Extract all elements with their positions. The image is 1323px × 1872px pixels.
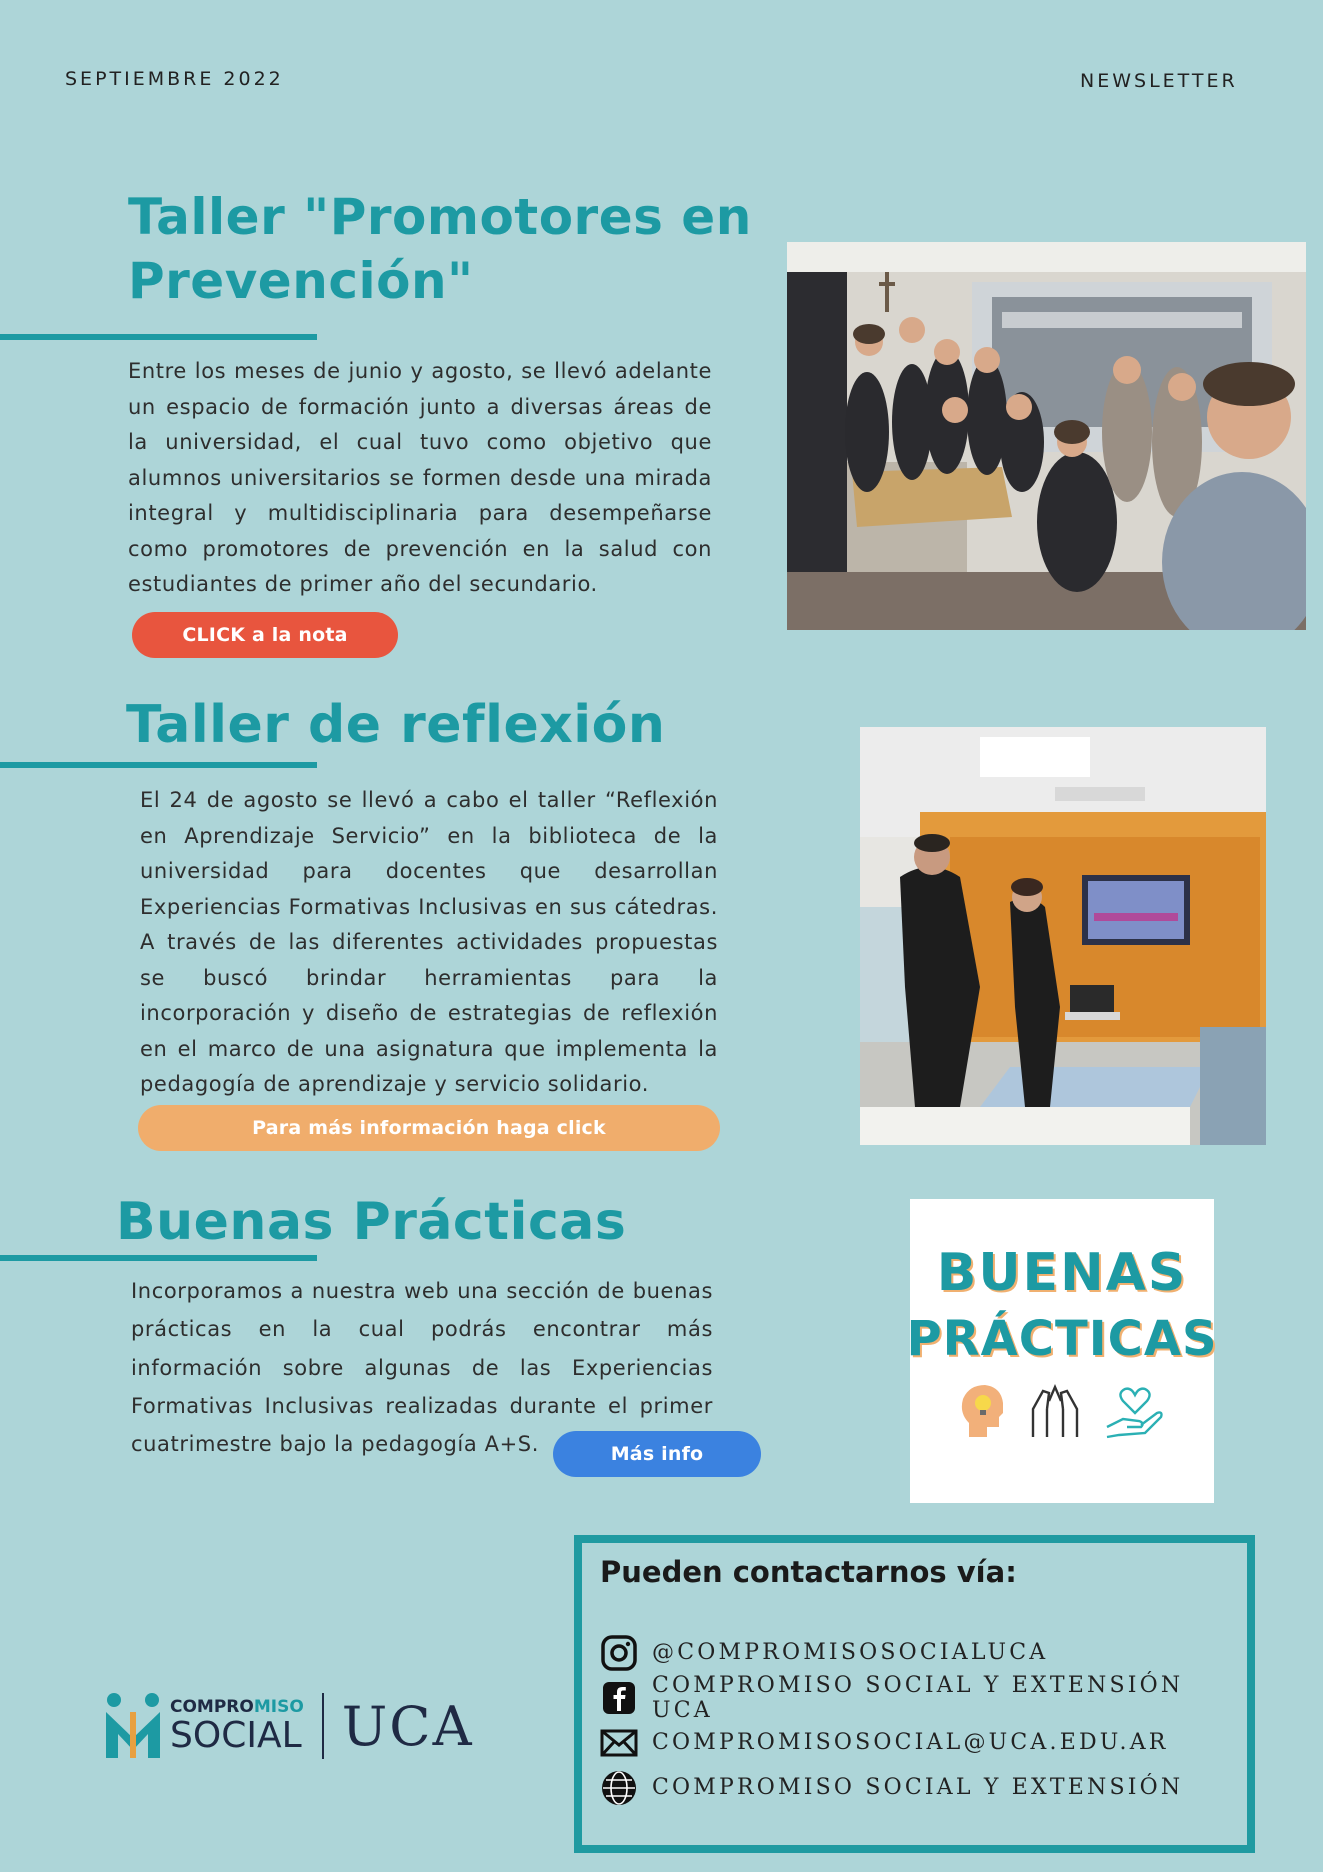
card-title-line1: BUENAS	[936, 1243, 1188, 1303]
compromiso-social-uca-logo	[104, 1690, 484, 1762]
email-address: COMPROMISOSOCIAL@UCA.EDU.AR	[652, 1730, 1169, 1755]
logo-word-compromiso: COMPROMISO	[170, 1696, 304, 1717]
mail-icon	[600, 1724, 638, 1762]
logo-word-social: SOCIAL	[170, 1714, 302, 1756]
section3-rule	[0, 1255, 317, 1261]
section2-title: Taller de reflexión	[126, 695, 666, 755]
contact-email[interactable]	[600, 1720, 1247, 1765]
reflection-workshop-photo	[860, 727, 1266, 1145]
compromiso-social-mark-icon	[104, 1692, 162, 1760]
web-globe-icon	[600, 1769, 638, 1807]
section3-body: Incorporamos a nuestra web una sección de buenas prácticas en la cual podrás encontrar más información sobre algunas de las Experiencias Formativas Inclusivas realizadas durante el primer cuatrimestre bajo la pedagogía A+S.	[131, 1279, 713, 1457]
heart-hand-icon	[1105, 1383, 1165, 1443]
contact-facebook[interactable]	[600, 1672, 1247, 1723]
section1-title-line2: Prevención"	[128, 252, 474, 310]
contact-box	[574, 1535, 1255, 1853]
section3-title: Buenas Prácticas	[116, 1192, 627, 1252]
click-nota-button[interactable]: CLICK a la nota	[132, 612, 398, 658]
raised-hands-icon	[1027, 1383, 1083, 1443]
facebook-icon	[600, 1679, 638, 1717]
section2-rule	[0, 762, 317, 768]
workshop-group-photo	[787, 242, 1306, 630]
more-info-click-button[interactable]: Para más información haga click	[138, 1105, 720, 1151]
section1-title-line1: Taller "Promotores en	[128, 188, 752, 246]
card-title-line2: PRÁCTICAS	[906, 1311, 1218, 1367]
newsletter-label: NEWSLETTER	[1080, 70, 1238, 92]
section1-rule	[0, 334, 317, 340]
issue-date: SEPTIEMBRE 2022	[65, 68, 284, 90]
logo-uca: UCA	[341, 1694, 474, 1758]
contact-website[interactable]	[600, 1765, 1247, 1810]
contact-heading: Pueden contactarnos vía:	[600, 1555, 1017, 1589]
section1-title	[128, 185, 752, 313]
instagram-handle: @COMPROMISOSOCIALUCA	[652, 1640, 1049, 1665]
section2-body: El 24 de agosto se llevó a cabo el taller “Reflexión en Aprendizaje Servicio” en la biblioteca de la universidad para docentes que desarrollan Experiencias Formativas Inclusivas en sus cátedras. A través de las diferentes actividades propuestas se buscó brindar herramientas para la incorporación y diseño de estrategias de reflexión en el marco de una asignatura que implementa la pedagogía de aprendizaje y servicio solidario.	[140, 788, 718, 1096]
instagram-icon	[600, 1634, 638, 1672]
head-lightbulb-icon	[959, 1383, 1005, 1443]
contact-instagram[interactable]	[600, 1630, 1247, 1675]
facebook-page: COMPROMISO SOCIAL Y EXTENSIÓN UCA	[652, 1672, 1184, 1723]
buenas-practicas-card[interactable]	[906, 1199, 1218, 1503]
mas-info-button[interactable]: Más info	[553, 1431, 761, 1477]
website-name: COMPROMISO SOCIAL Y EXTENSIÓN	[652, 1775, 1184, 1800]
logo-divider	[322, 1693, 324, 1759]
section1-body: Entre los meses de junio y agosto, se llevó adelante un espacio de formación junto a diversas áreas de la universidad, el cual tuvo como objetivo que alumnos universitarios se formen desde una mirada integral y multidisciplinaria para desempeñarse como promotores de prevención en la salud con estudiantes de primer año del secundario.	[128, 359, 712, 596]
